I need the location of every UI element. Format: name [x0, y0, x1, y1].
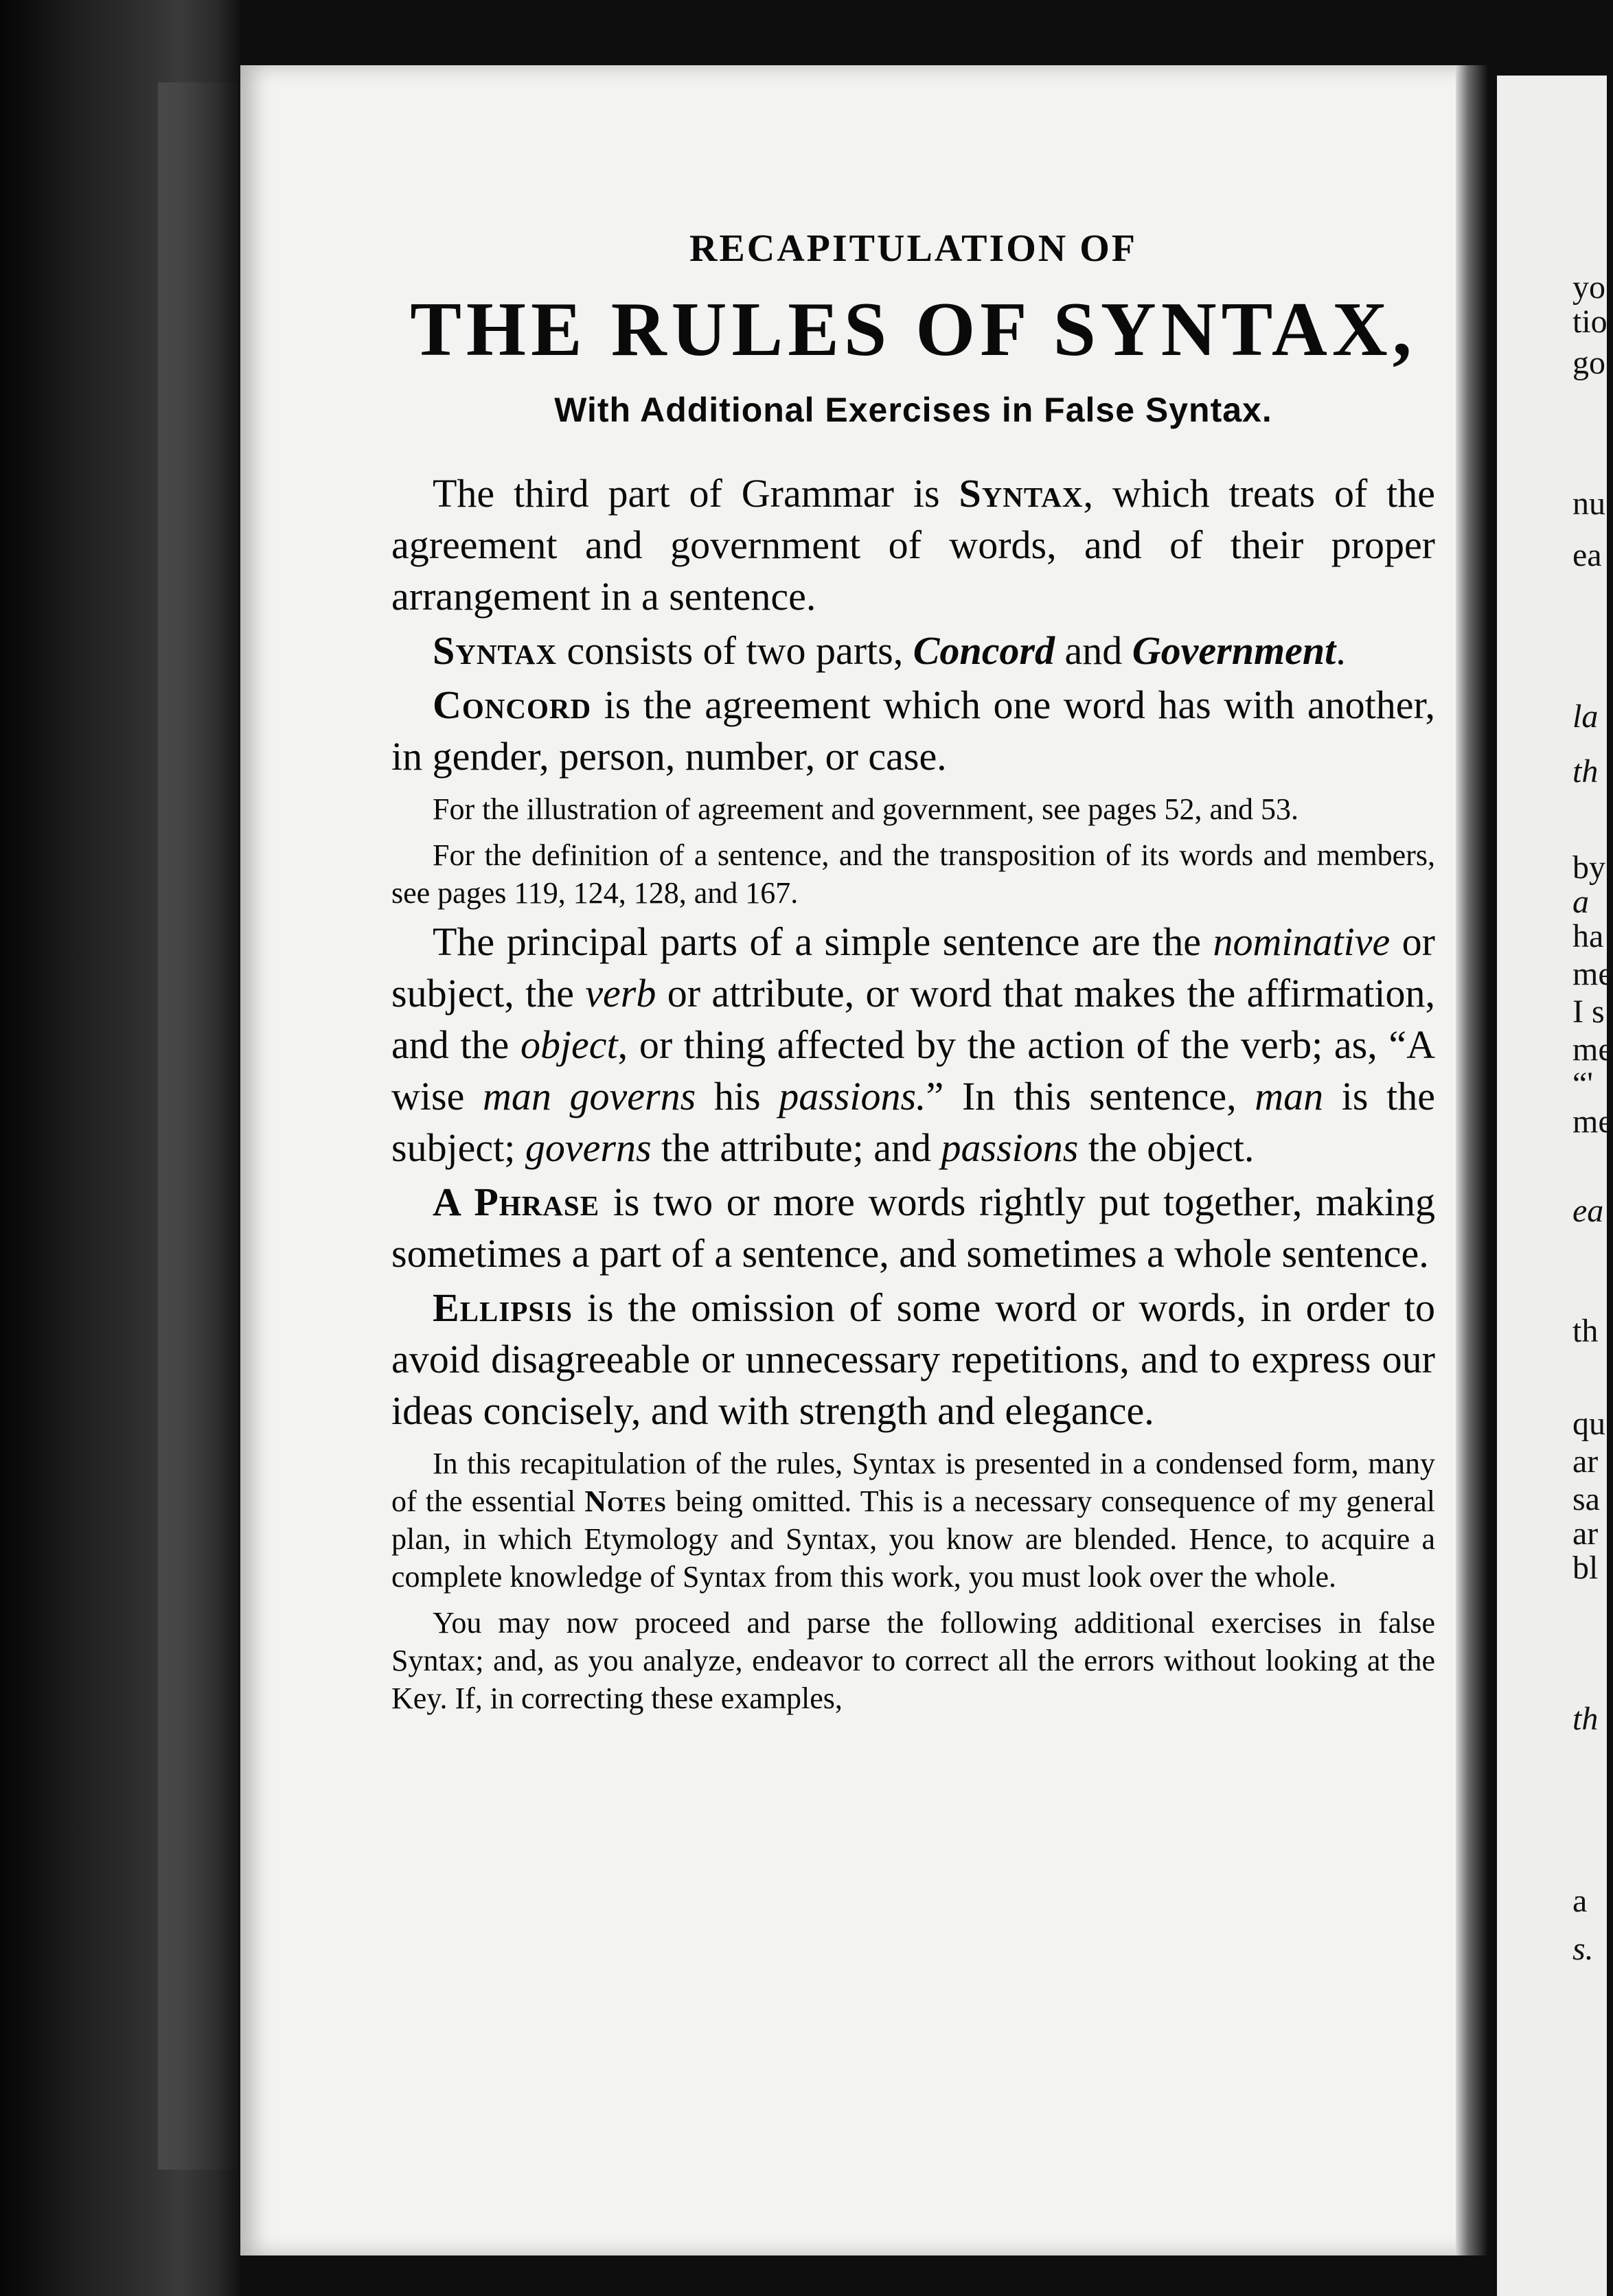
facing-fragment: me [1572, 1031, 1613, 1068]
facing-fragment: qu [1572, 1405, 1605, 1442]
text: being omitted. This is a necessary consequence of my general plan, in which Etymology and Syntax, you know are blended. Hence, to acquire a complete knowledge of Syntax from this work, you must look over the whole. [391, 1484, 1435, 1594]
page-content [391, 206, 1435, 1721]
facing-fragment: s. [1572, 1931, 1594, 1967]
text: is the agreement which one word has with another, in gender, person, number, or case. [391, 682, 1435, 779]
facing-fragment: ar [1572, 1515, 1599, 1552]
term-government: Government [1132, 628, 1336, 673]
heading-title: THE RULES OF SYNTAX, [410, 287, 1417, 372]
paragraph-concord [391, 679, 1435, 782]
facing-fragment: ar [1572, 1443, 1599, 1480]
facing-fragment: a [1572, 1883, 1588, 1919]
term-phrase: A Phrase [433, 1179, 600, 1224]
italic-term: governs [569, 1073, 696, 1118]
paragraph-principal-parts [391, 916, 1435, 1173]
facing-fragment: “' [1572, 1066, 1593, 1102]
text: In this recapitulation of the rules, Syntax is presented in a condensed form, many of the essential [391, 1446, 1435, 1518]
facing-fragment: th [1572, 753, 1599, 790]
text: The third part of Grammar is [433, 470, 959, 516]
text: is the omission of some word or words, in order to avoid disagreeable or unnecessary repetitions, and to express our ideas concisely, and with strength and elegance. [391, 1285, 1435, 1433]
facing-fragment: ea [1572, 1193, 1604, 1229]
body-text [391, 468, 1435, 1717]
text: or attribute, or word that makes the affirmation, and the [391, 970, 1435, 1067]
facing-fragment: go [1572, 345, 1605, 381]
text: ” In this sentence, [926, 1073, 1255, 1118]
text: or subject, the [391, 919, 1435, 1015]
facing-fragment: me [1572, 956, 1613, 992]
term-notes: Notes [584, 1484, 667, 1518]
facing-fragment: by [1572, 849, 1605, 886]
facing-fragment: th [1572, 1701, 1599, 1737]
italic-term: governs [525, 1125, 652, 1170]
text: consists of two parts, [557, 628, 913, 673]
text: , or thing affected by the action of the verb; as, “A wise [391, 1022, 1435, 1118]
italic-term: man [1255, 1073, 1324, 1118]
text: and [1055, 628, 1132, 673]
text: the object. [1078, 1125, 1255, 1170]
italic-term: passions [941, 1125, 1079, 1170]
text: the attribute; and [651, 1125, 941, 1170]
term-syntax: Syntax [433, 628, 557, 673]
italic-term: verb [585, 970, 656, 1015]
facing-fragment: me [1572, 1103, 1613, 1140]
facing-fragment: la [1572, 698, 1599, 735]
text: , which treats of the agreement and government of words, and of their proper arrangement in a sentence. [391, 470, 1435, 619]
spine-shadow [158, 82, 240, 2170]
text: is two or more words rightly put together, making sometimes a part of a sentence, and sometimes a whole sentence. [391, 1179, 1435, 1276]
facing-fragment: th [1572, 1313, 1599, 1349]
heading-recapitulation: RECAPITULATION OF [689, 227, 1137, 270]
term-ellipsis: Ellipsis [433, 1285, 573, 1330]
facing-fragment: yo [1572, 269, 1605, 306]
paragraph-syntax-parts [391, 625, 1435, 676]
text: his [696, 1073, 779, 1118]
page-gutter [1456, 65, 1487, 2255]
facing-fragment: tio [1572, 303, 1608, 340]
text [551, 1074, 570, 1118]
italic-term: man [482, 1073, 551, 1118]
facing-fragment: sa [1572, 1481, 1600, 1517]
text: is the subject; [391, 1073, 1436, 1170]
italic-term: passions. [779, 1073, 926, 1118]
note-agreement: For the illustration of agreement and government, see pages 52, and 53. [433, 792, 1299, 826]
term-concord: Concord [913, 628, 1055, 673]
facing-fragment: I s [1572, 994, 1605, 1030]
facing-fragment: a [1572, 884, 1589, 920]
italic-term: nominative [1213, 919, 1391, 964]
italic-term: object [520, 1022, 618, 1067]
note-recapitulation [391, 1445, 1435, 1596]
text: The principal parts of a simple sentence are the [433, 919, 1213, 964]
paragraph-ellipsis [391, 1282, 1435, 1436]
text: . [1336, 628, 1346, 673]
term-syntax: Syntax [959, 470, 1084, 516]
paragraph-syntax-definition [391, 468, 1435, 622]
facing-fragment: bl [1572, 1550, 1599, 1586]
facing-fragment: ha [1572, 918, 1604, 954]
facing-fragment: ea [1572, 537, 1602, 573]
heading-subtitle: With Additional Exercises in False Syntax. [554, 390, 1272, 429]
term-concord: Concord [433, 682, 592, 727]
note-parse-exercises: You may now proceed and parse the following additional exercises in false Syntax; and, as you analyze, endeavor to correct all the errors without looking at the Key. If, in correcting these examples, [391, 1605, 1435, 1715]
facing-fragment: nu [1572, 485, 1605, 522]
paragraph-phrase [391, 1176, 1435, 1279]
note-sentence-definition: For the definition of a sentence, and the transposition of its words and members, see pages 119, 124, 128, and 167. [391, 838, 1435, 910]
